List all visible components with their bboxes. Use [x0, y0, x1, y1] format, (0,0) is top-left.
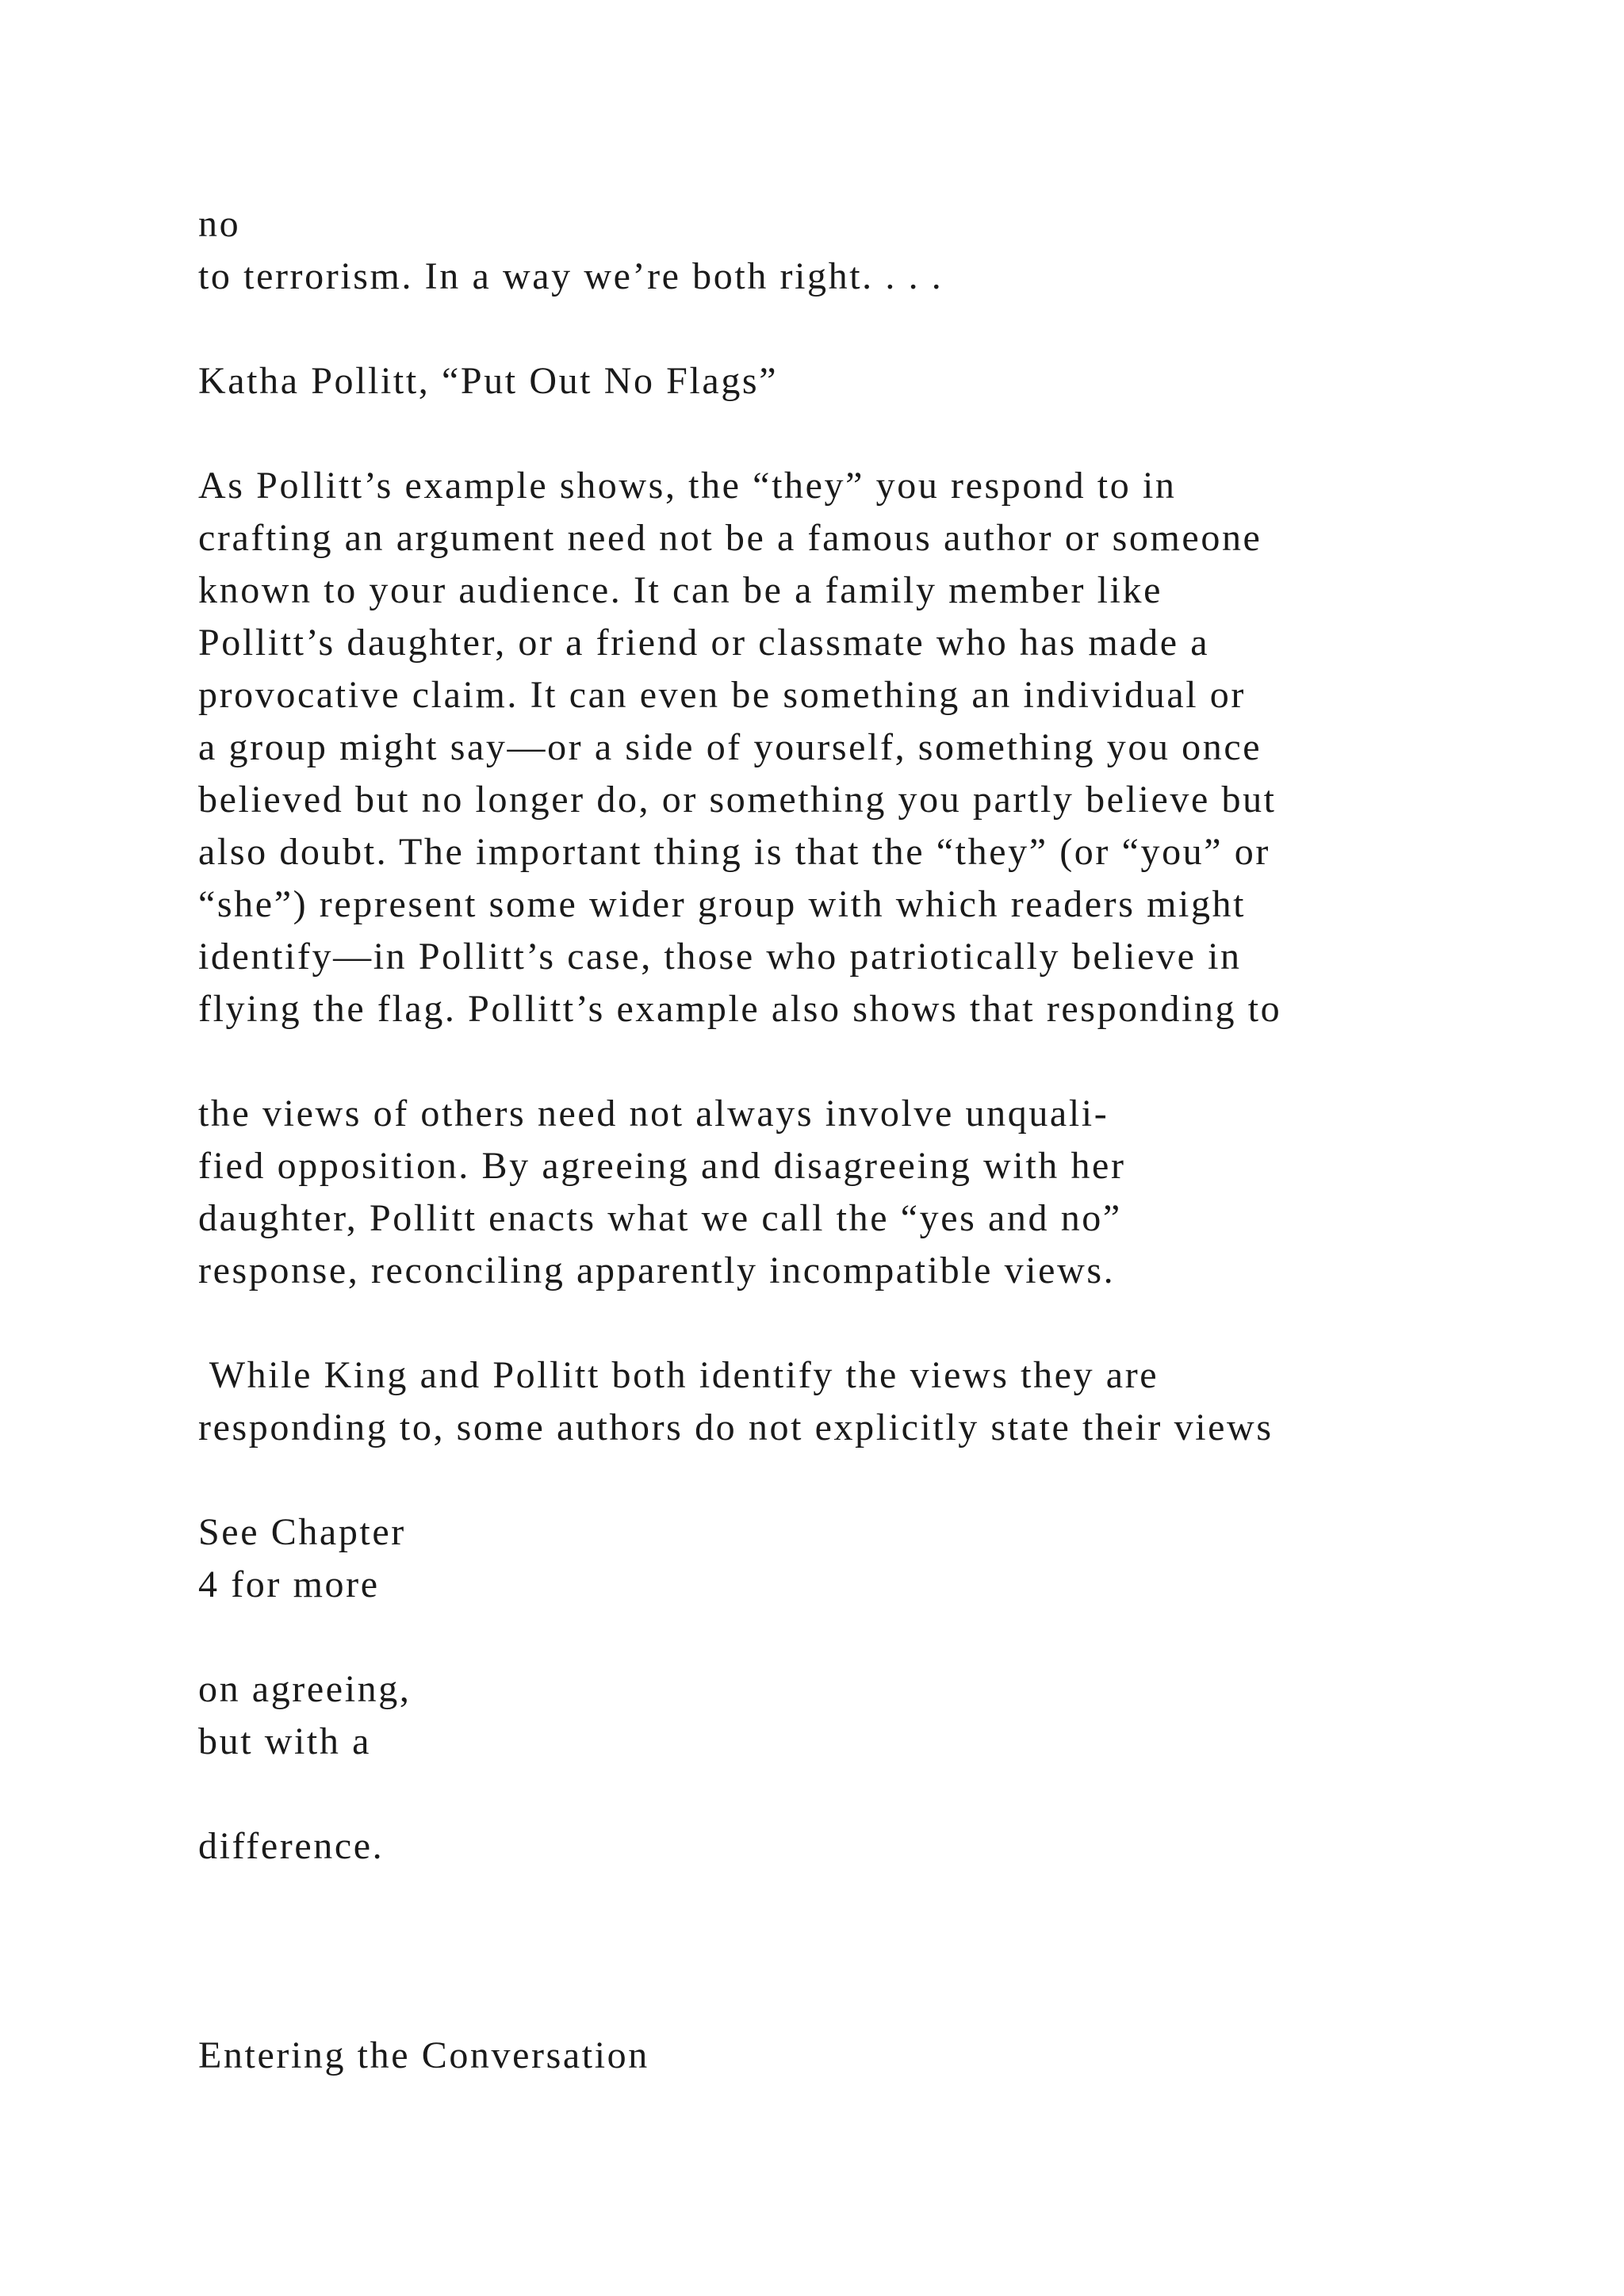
paragraph-line-4: Pollitt’s daughter, or a friend or classmate who has made a	[198, 622, 1210, 664]
paragraph-3-line-2: responding to, some authors do not explicitly state their views	[198, 1406, 1274, 1448]
paragraph-line-10: identify—in Pollitt’s case, those who patriotically believe in	[198, 936, 1242, 978]
margin-note-line-3: on agreeing,	[198, 1668, 412, 1710]
paragraph-line-7: believed but no longer do, or something you partly believe but	[198, 779, 1277, 821]
paragraph-line-8: also doubt. The important thing is that the “they” (or “you” or	[198, 831, 1270, 873]
text-line-terrorism: to terrorism. In a way we’re both right. . . .	[198, 255, 944, 297]
margin-note-line-1: See Chapter	[198, 1511, 406, 1553]
margin-note-line-5: difference.	[198, 1825, 385, 1867]
paragraph-line-2: crafting an argument need not be a famous author or someone	[198, 517, 1262, 559]
quote-attribution: Katha Pollitt, “Put Out No Flags”	[198, 360, 779, 402]
paragraph-line-9: “she”) represent some wider group with which readers might	[198, 883, 1247, 925]
paragraph-2-line-3: daughter, Pollitt enacts what we call the “yes and no”	[198, 1197, 1122, 1239]
paragraph-line-11: flying the flag. Pollitt’s example also shows that responding to	[198, 988, 1282, 1030]
running-footer: Entering the Conversation	[198, 2034, 649, 2076]
paragraph-line-3: known to your audience. It can be a family member like	[198, 569, 1163, 611]
paragraph-line-1: As Pollitt’s example shows, the “they” you respond to in	[198, 465, 1177, 507]
paragraph-line-5: provocative claim. It can even be something an individual or	[198, 674, 1246, 716]
margin-note-line-2: 4 for more	[198, 1563, 380, 1605]
text-line-fragment-no: no	[198, 203, 241, 245]
paragraph-2-line-4: response, reconciling apparently incompatible views.	[198, 1249, 1116, 1292]
paragraph-2-line-1: the views of others need not always involve unquali-	[198, 1093, 1109, 1135]
paragraph-2-line-2: fied opposition. By agreeing and disagreeing with her	[198, 1145, 1126, 1187]
paragraph-3-line-1: While King and Pollitt both identify the views they are	[198, 1354, 1159, 1396]
paragraph-line-6: a group might say—or a side of yourself, something you once	[198, 726, 1262, 768]
margin-note-line-4: but with a	[198, 1720, 371, 1762]
